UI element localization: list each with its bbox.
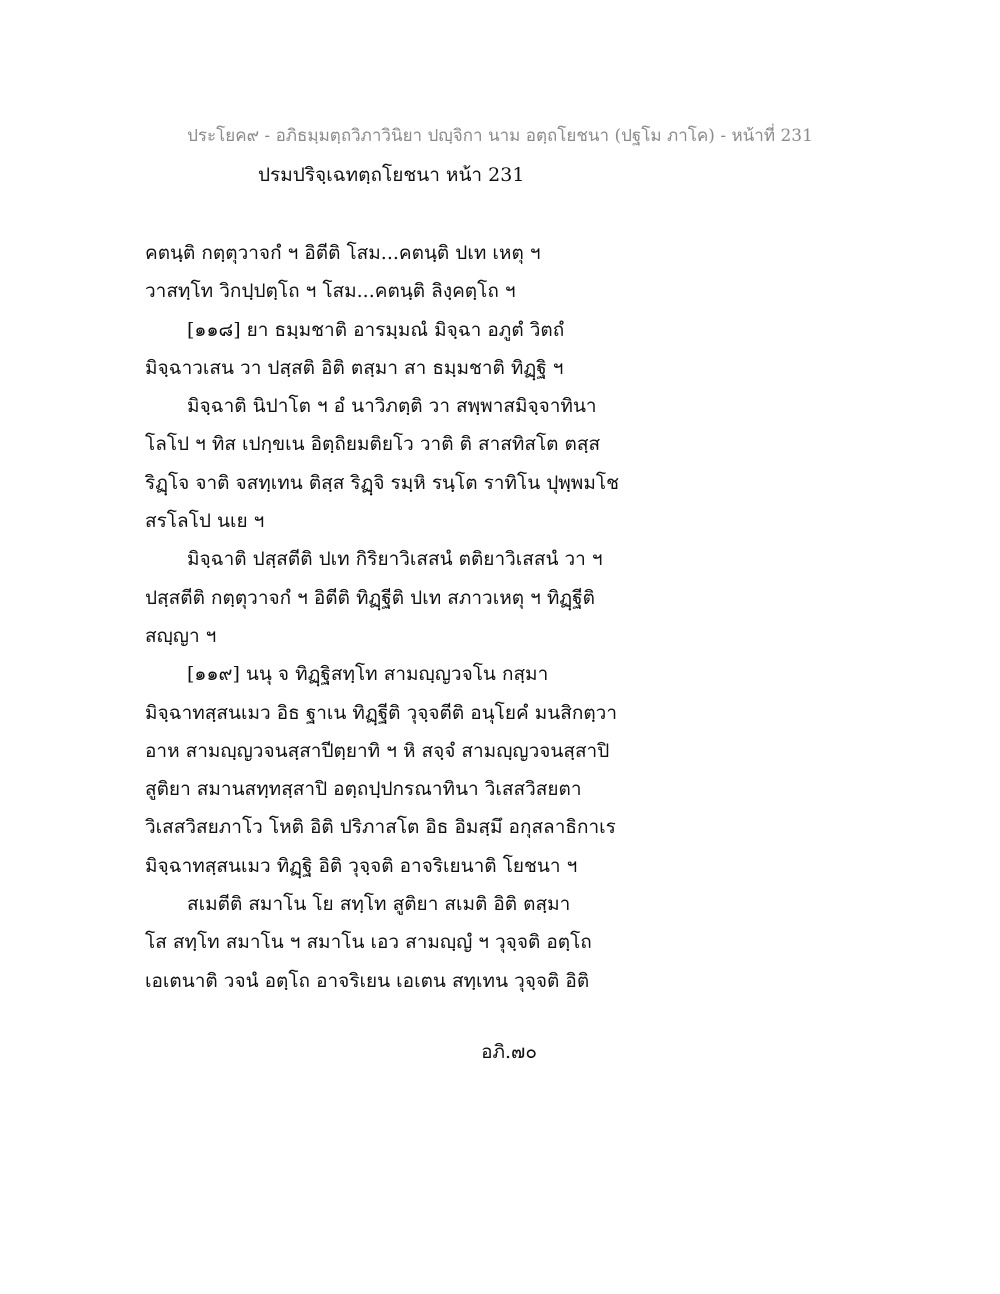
text-line-paragraph-start: มิจฺฉาติ ปสฺสตีติ ปเท กิริยาวิเสสนํ ตติยาวิเสสนํ วา ฯ	[187, 548, 603, 571]
running-header: ประโยค๙ - อภิธมฺมตฺถวิภาวินิยา ปญฺจิกา นาม อตฺถโยชนา (ปฐโม ภาโค) - หน้าที่ 231	[187, 126, 813, 146]
text-line-paragraph-start: มิจฺฉาติ นิปาโต ฯ อํ นาวิภตฺติ วา สพฺพาสมิจฺจาทินา	[187, 395, 597, 418]
text-line-paragraph-start: [๑๑๙] นนุ จ ทิฏฺฐิสทฺโท สามญฺญวจโน กสฺมา	[187, 663, 549, 686]
body-text	[145, 238, 705, 1004]
chapter-title: ปรมปริจฺเฉทตฺถโยชนา หน้า 231	[258, 164, 525, 186]
text-line: เอเตนาติ วจนํ อตฺโถ อาจริเยน เอเตน สทฺเทน วุจฺจติ อิติ	[145, 969, 590, 992]
text-line: โลโป ฯ ทิส เปกฺขเน อิตฺถิยมติยโว วาติ ติ สาสทิสโต ตสฺส	[145, 433, 601, 456]
text-line-paragraph-start: [๑๑๘] ยา ธมฺมชาติ อารมฺมณํ มิจฺฉา อภูตํ วิตถํ	[187, 318, 565, 341]
text-line: มิจฺฉาทสฺสนเมว อิธ ฐาเน ทิฏฺฐีติ วุจฺจตีติ อนุโยคํ มนสิกตฺวา	[145, 701, 617, 724]
text-line: มิจฺฉาทสฺสนเมว ทิฏฺฐิ อิติ วุจฺจติ อาจริเยนาติ โยชนา ฯ	[145, 854, 578, 877]
text-line: ริฏฺโจ จาติ จสทฺเทน ติสฺส ริฏฺจิ รมฺหิ รนฺโต ราทิโน ปุพฺพมโช	[145, 471, 619, 494]
text-line: สญฺญา ฯ	[145, 624, 217, 647]
text-line: คตนฺติ กตฺตุวาจกํ ฯ อิตีติ โสม...คตนฺติ ปเท เหตุ ฯ	[145, 242, 541, 264]
text-line: สรโลโป นเย ฯ	[145, 510, 265, 533]
text-line: โส สทฺโท สมาโน ฯ สมาโน เอว สามญฺญํ ฯ วุจฺจติ อตฺโถ	[145, 931, 592, 954]
text-line: ปสฺสตีติ กตฺตุวาจกํ ฯ อิตีติ ทิฏฺฐีติ ปเท สภาวเหตุ ฯ ทิฏฺฐีติ	[145, 586, 595, 609]
text-line-paragraph-start: สเมตีติ สมาโน โย สทฺโท สูติยา สเมติ อิติ ตสฺมา	[187, 893, 571, 916]
text-line: มิจฺฉาวเสน วา ปสฺสติ อิติ ตสฺมา สา ธมฺมชาติ ทิฏฺฐิ ฯ	[145, 356, 564, 379]
text-line: อาห สามญฺญวจนสฺสาปีตฺยาทิ ฯ หิ สจฺจํ สามญฺญวจนสฺสาปิ	[145, 739, 610, 762]
page-footer-mark: อภิ.๗๐	[481, 1041, 537, 1063]
text-line: วิเสสวิสยภาโว โหติ อิติ ปริภาสโต อิธ อิมสฺมึ อกุสลาธิกาเร	[145, 816, 616, 839]
text-line: สูติยา สมานสทฺทสฺสาปิ อตฺถปฺปกรณาทินา วิเสสวิสยตา	[145, 778, 582, 801]
text-line: วาสทฺโท วิกปฺปตฺโถ ฯ โสม...คตนฺติ ลิงฺคตฺโถ ฯ	[145, 280, 516, 303]
